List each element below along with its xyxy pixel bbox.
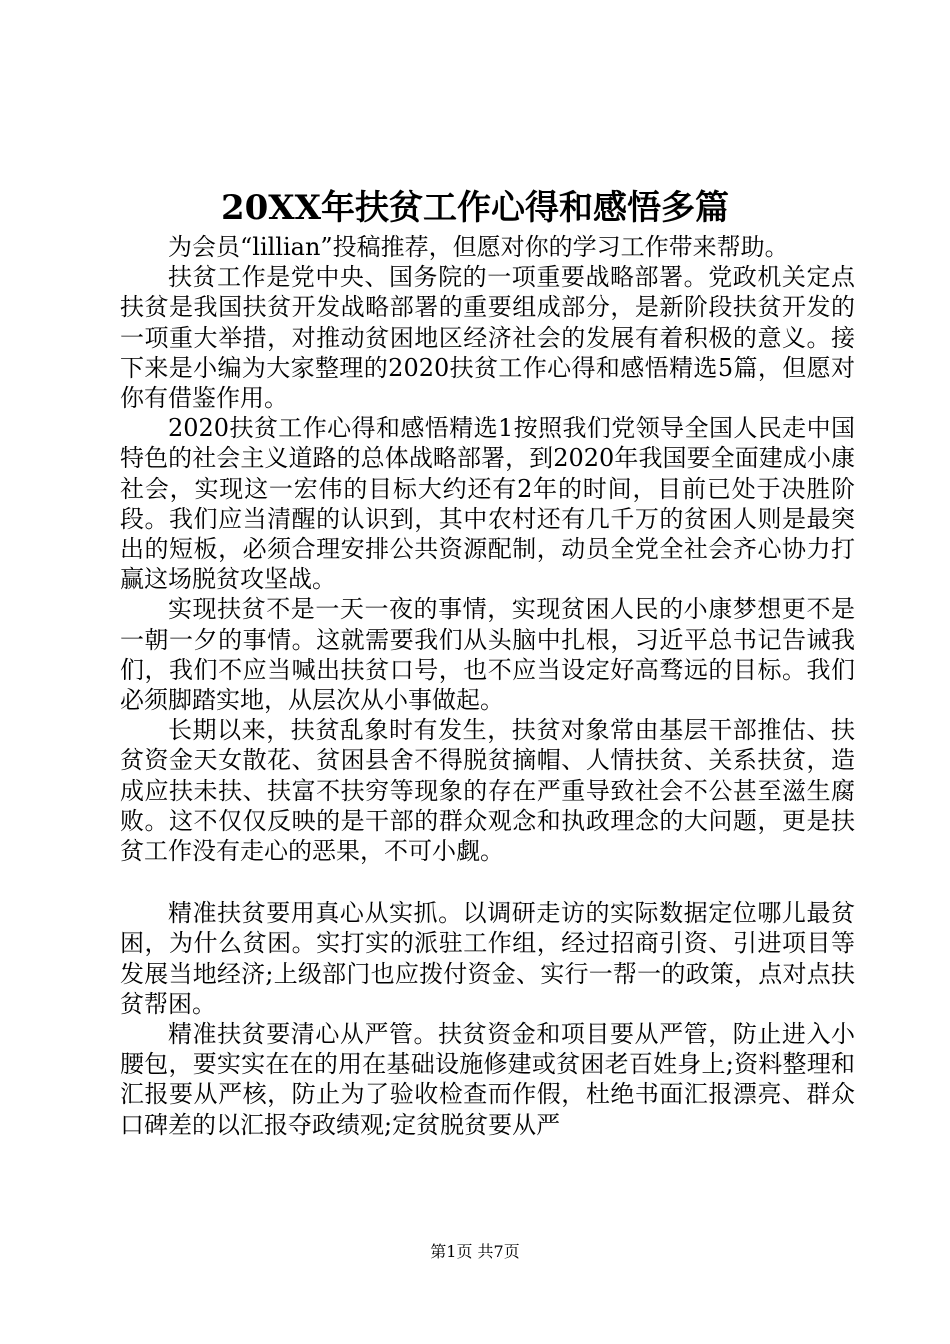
paragraph: 精准扶贫要用真心从实抓。以调研走访的实际数据定位哪儿最贫困，为什么贫困。实打实的派驻工作组，经过招商引资、引进项目等发展当地经济;上级部门也应拨付资金、实行一帮一的政策，点对点扶贫帮困。 <box>120 899 855 1018</box>
paragraph: 实现扶贫不是一天一夜的事情，实现贫困人民的小康梦想更不是一朝一夕的事情。这就需要我们从头脑中扎根，习近平总书记告诫我们，我们不应当喊出扶贫口号，也不应当设定好高骛远的目标。我们必须脚踏实地，从层次从小事做起。 <box>120 595 855 715</box>
paragraph: 精准扶贫要清心从严管。扶贫资金和项目要从严管，防止进入小腰包，要实实在在的用在基础设施修建或贫困老百姓身上;资料整理和汇报要从严核，防止为了验收检查而作假，杜绝书面汇报漂亮、群众口碑差的以汇报夺政绩观;定贫脱贫要从严 <box>120 1020 855 1139</box>
paragraph: 长期以来，扶贫乱象时有发生，扶贫对象常由基层干部推估、扶贫资金天女散花、贫困县舍不得脱贫摘帽、人情扶贫、关系扶贫，造成应扶未扶、扶富不扶穷等现象的存在严重导致社会不公甚至滋生腐败。这不仅仅反映的是干部的群众观念和执政理念的大问题，更是扶贫工作没有走心的恶果，不可小觑。 <box>120 716 855 866</box>
paragraph-intro: 为会员“lillian”投稿推荐，但愿对你的学习工作带来帮助。 <box>168 233 789 261</box>
document-title: 20XX年扶贫工作心得和感悟多篇 <box>220 188 730 228</box>
document-body <box>120 232 855 1140</box>
paragraph: 扶贫工作是党中央、国务院的一项重要战略部署。党政机关定点扶贫是我国扶贫开发战略部署的重要组成部分，是新阶段扶贫开发的一项重大举措，对推动贫困地区经济社会的发展有着积极的意义。接下来是小编为大家整理的2020扶贫工作心得和感悟精选5篇，但愿对你有借鉴作用。 <box>120 263 855 413</box>
paragraph: 2020扶贫工作心得和感悟精选1按照我们党领导全国人民走中国特色的社会主义道路的总体战略部署，到2020年我国要全面建成小康社会，实现这一宏伟的目标大约还有2年的时间，目前已处于决胜阶段。我们应当清醒的认识到，其中农村还有几千万的贫困人则是最突出的短板，必须合理安排公共资源配制，动员全党全社会齐心协力打赢这场脱贫攻坚战。 <box>120 414 855 594</box>
page-number-footer: 第1页 共7页 <box>430 1242 520 1261</box>
